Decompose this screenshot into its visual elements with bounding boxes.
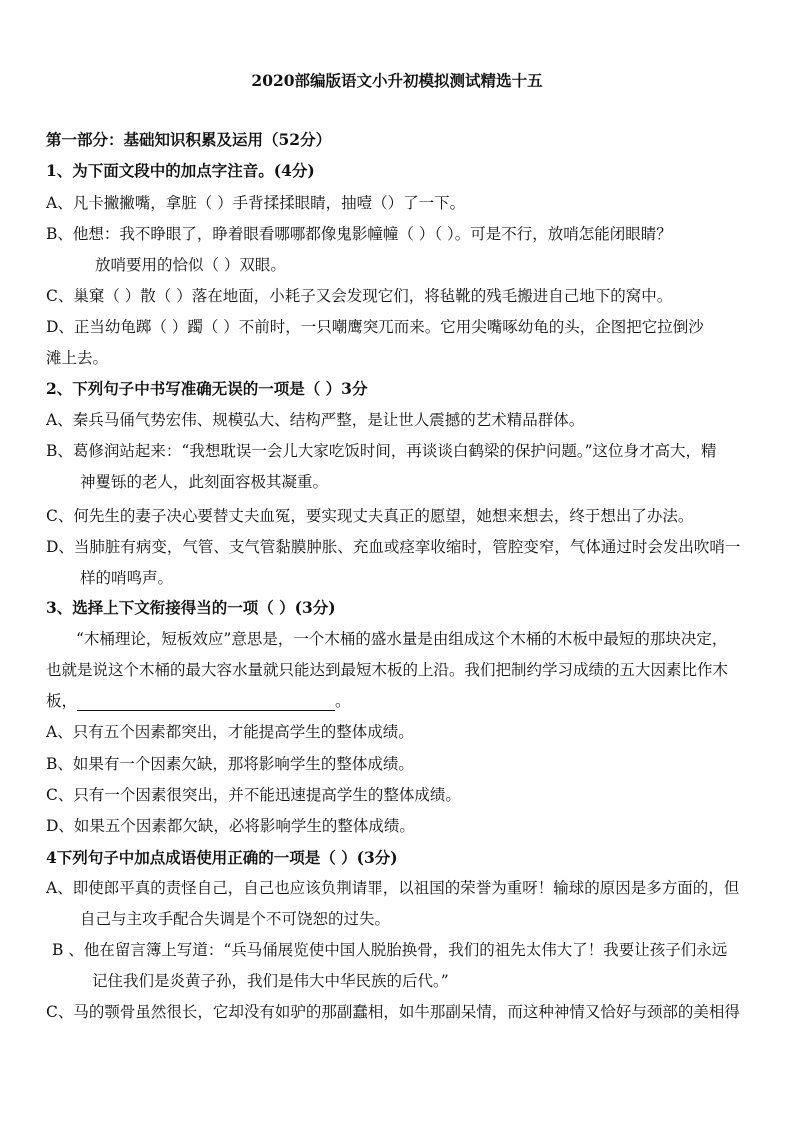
q3-answer-blank[interactable] [77,694,335,711]
q2-option-b-cont: 神矍铄的老人，此刻面容极其凝重。 [80,473,329,491]
exam-title: 2020部编版语文小升初模拟测试精选十五 [251,71,543,90]
q1-stem: 1、为下面文段中的加点字注音。(4分) [46,161,315,180]
q1-option-b: B、他想：我不睁眼了，睁着眼看哪哪都像鬼影幢幢（ ）（ ）。可是不行，放哨怎能闭眼睛？ [46,225,672,243]
q3-passage-suffix: 。 [335,692,351,710]
q1-option-a: A、凡卡撇撇嘴，拿脏（ ）手背揉揉眼睛，抽噎（）了一下。 [46,194,466,212]
q4-option-b-cont: 记住我们是炎黄子孙，我们是伟大中华民族的后代。” [92,972,449,990]
q4-option-c: C、马的颚骨虽然很长，它却没有如驴的那副蠢相，如牛那副呆情，而这种神情又恰好与颈部的美相得 [46,1003,740,1021]
q4-option-a-cont: 自己与主攻手配合失调是个不可饶恕的过失。 [80,910,391,928]
q3-passage-line2: 也就是说这个木桶的最大容水量就只能达到最短木板的上沿。我们把制约学习成绩的五大因素比作木 [46,661,729,679]
q3-passage-prefix: 板， [46,692,78,710]
q3-passage-line3 [46,691,760,711]
q1-option-d: D、正当幼龟踯（ ）躅（ ）不前时，一只嘲鹰突兀而来。它用尖嘴啄幼龟的头，企图把它拉倒沙 [46,318,704,336]
q1-option-c: C、巢窠（ ）散（ ）落在地面，小耗子又会发现它们，将毡靴的残毛搬进自己地下的窝中。 [46,287,673,305]
q3-option-a: A、只有五个因素都突出，才能提高学生的整体成绩。 [46,723,414,741]
q2-option-d: D、当肺脏有病变，气管、支气管黏膜肿胀、充血或痉挛收缩时，管腔变窄，气体通过时会发出吹哨一 [46,538,741,556]
q3-option-b: B、如果有一个因素欠缺，那将影响学生的整体成绩。 [46,755,414,773]
q4-option-a: A、即使郎平真的责怪自己，自己也应该负荆请罪，以祖国的荣誉为重呀！输球的原因是多方面的，但 [46,879,740,897]
q2-option-b: B、葛修润站起来：“我想耽误一会儿大家吃饭时间，再谈谈白鹤梁的保护问题。”这位身才高大，精 [46,442,717,460]
q2-option-c: C、何先生的妻子决心要替丈夫血冤，要实现丈夫真正的愿望，她想来想去，终于想出了办法。 [46,507,694,525]
q3-option-c: C、只有一个因素很突出，并不能迅速提高学生的整体成绩。 [46,786,461,804]
part1-heading: 第一部分：基础知识积累及运用（52分） [46,130,332,149]
q1-option-b-cont: 放哨要用的恰似（ ）双眼。 [95,256,286,274]
q1-option-d-cont: 滩上去。 [46,349,109,367]
q2-option-a: A、秦兵马俑气势宏伟、规模弘大、结构严整，是让世人震撼的艺术精品群体。 [46,411,585,429]
q4-option-b: B 、他在留言簿上写道：“兵马俑展览使中国人脱胎换骨，我们的祖先太伟大了！我要让孩子们永远 [52,941,728,959]
q3-option-d: D、如果五个因素都欠缺，必将影响学生的整体成绩。 [46,817,415,835]
q2-stem: 2、下列句子中书写准确无误的一项是（ ）3分 [46,379,368,398]
q3-stem: 3、选择上下文衔接得当的一项（ ）(3分) [46,598,336,617]
q3-passage-line1: “木桶理论，短板效应”意思是，一个木桶的盛水量是由组成这个木桶的木板中最短的那块决定， [76,630,728,648]
q2-option-d-cont: 样的哨鸣声。 [80,569,174,587]
q4-stem: 4下列句子中加点成语使用正确的一项是（ ）(3分) [46,848,398,867]
